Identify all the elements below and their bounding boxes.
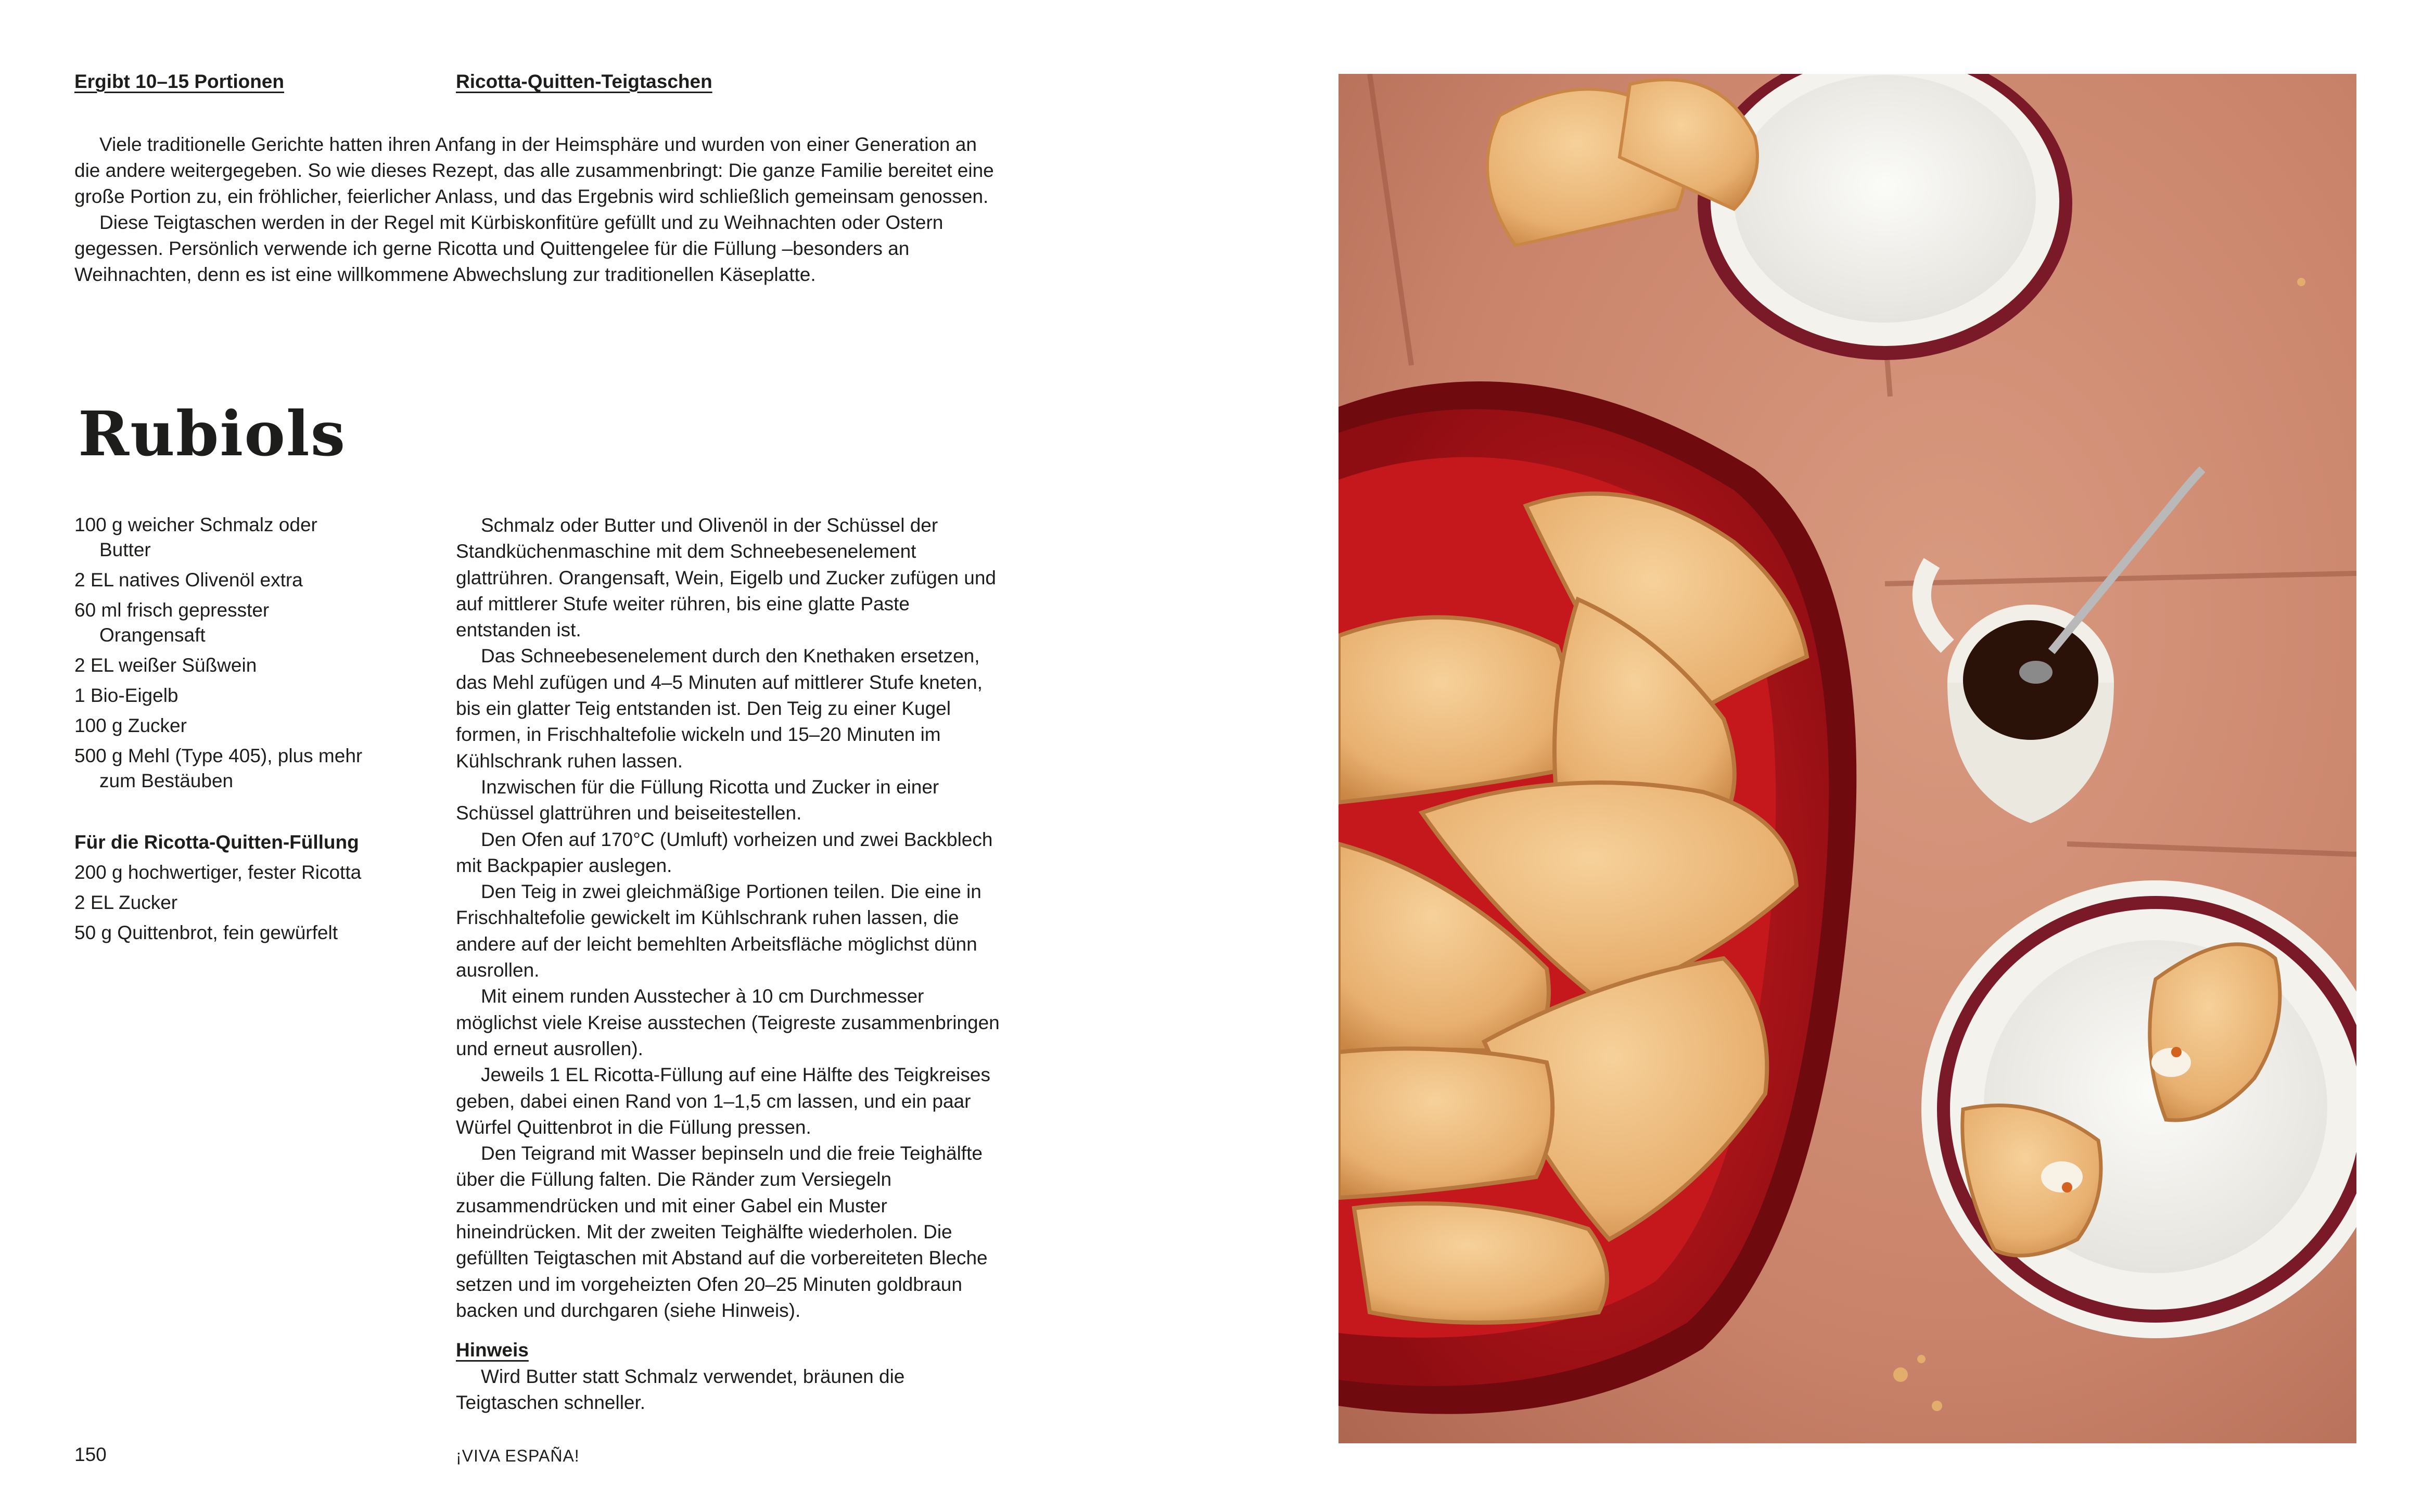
intro-text: [74, 132, 1006, 288]
filling-item: 200 g hochwertiger, fester Ricotta: [74, 862, 362, 883]
ingredient-item: 2 EL natives Olivenöl extra: [74, 569, 303, 591]
method-step: Das Schneebesenelement durch den Knethaken ersetzen, das Mehl zufügen und 4–5 Minuten auf mittlerer Stufe kneten, bis ein glatter Teig entstanden ist. Den Teig zu einer Kugel formen, in Frischhaltefolie wickeln und 15–20 Minuten im Kühlschrank ruhen lassen.: [456, 645, 983, 772]
yield-heading: Ergibt 10–15 Portionen: [74, 71, 284, 92]
ingredient-list: [74, 512, 366, 951]
method-step: Inzwischen für die Füllung Ricotta und Zucker in einer Schüssel glattrühren und beiseitestellen.: [456, 776, 939, 824]
filling-heading: Für die Ricotta-Quitten-Füllung: [74, 831, 359, 853]
recipe-title: Rubiols: [78, 398, 347, 470]
note-heading: Hinweis: [456, 1339, 529, 1361]
note-text: Wird Butter statt Schmalz verwendet, bräunen die Teigtaschen schneller.: [456, 1365, 905, 1413]
page-number: 150: [74, 1444, 107, 1465]
ingredient-item: 100 g weicher Schmalz oder Butter: [74, 514, 317, 560]
ingredient-item: 500 g Mehl (Type 405), plus mehr zum Bestäuben: [74, 745, 363, 791]
recipe-subtitle: Ricotta-Quitten-Teigtaschen: [456, 71, 712, 92]
intro-paragraph: Diese Teigtaschen werden in der Regel mit Kürbiskonfitüre gefüllt und zu Weihnachten oder Ostern gegessen. Persönlich verwende ich gerne Ricotta und Quittengelee für die Füllung –besonders an Weihnachten, denn es ist eine willkommene Abwechslung zur traditionellen Käseplatte.: [74, 212, 944, 285]
filling-item: 2 EL Zucker: [74, 892, 178, 913]
intro-paragraph: Viele traditionelle Gerichte hatten ihren Anfang in der Heimsphäre und wurden von einer Generation an die andere weitergegeben. So wie dieses Rezept, das alle zusammenbringt: Die ganze Familie bereitet eine große Portion zu, ein fröhlicher, feierlicher Anlass, und das Ergebnis wird schließlich gemeinsam genossen.: [74, 134, 994, 207]
method-step: Den Teig in zwei gleichmäßige Portionen teilen. Die eine in Frischhaltefolie gewickelt im Kühlschrank ruhen lassen, die andere auf der leicht bemehlten Arbeitsfläche möglichst dünn ausrollen.: [456, 881, 981, 981]
method-step: Schmalz oder Butter und Olivenöl in der Schüssel der Standküchenmaschine mit dem Schneebesenelement glattrühren. Orangensaft, Wein, Eigelb und Zucker zufügen und auf mittlerer Stufe weiter rühren, bis eine glatte Paste entstanden ist.: [456, 515, 997, 641]
food-photo: [1339, 74, 2356, 1443]
method-step: Jeweils 1 EL Ricotta-Füllung auf eine Hälfte des Teigkreises geben, dabei einen Rand von 1–1,5 cm lassen, und ein paar Würfel Quittenbrot in die Füllung pressen.: [456, 1064, 990, 1138]
method-step: Den Ofen auf 170°C (Umluft) vorheizen und zwei Backblech mit Backpapier auslegen.: [456, 828, 993, 876]
ingredient-item: 60 ml frisch gepresster Orangensaft: [74, 599, 270, 646]
filling-item: 50 g Quittenbrot, fein gewürfelt: [74, 922, 338, 943]
method-step: Den Teigrand mit Wasser bepinseln und die freie Teighälfte über die Füllung falten. Die Ränder zum Versiegeln zusammendrücken und mit einer Gabel ein Muster hineindrücken. Mit der zweiten Teighälfte wiederholen. Die gefüllten Teigtaschen mit Abstand auf die vorbereiteten Bleche setzen und im vorgeheizten Ofen 20–25 Minuten goldbraun backen und durchgaren (siehe Hinweis).: [456, 1143, 988, 1321]
ingredient-item: 1 Bio-Eigelb: [74, 685, 179, 706]
book-title: ¡VIVA ESPAÑA!: [456, 1446, 580, 1465]
ingredient-item: 2 EL weißer Süßwein: [74, 655, 257, 676]
ingredient-item: 100 g Zucker: [74, 715, 187, 736]
method-step: Mit einem runden Ausstecher à 10 cm Durchmesser möglichst viele Kreise ausstechen (Teigreste zusammenbringen und erneut ausrollen).: [456, 985, 1000, 1059]
method-text: [456, 512, 1008, 1416]
